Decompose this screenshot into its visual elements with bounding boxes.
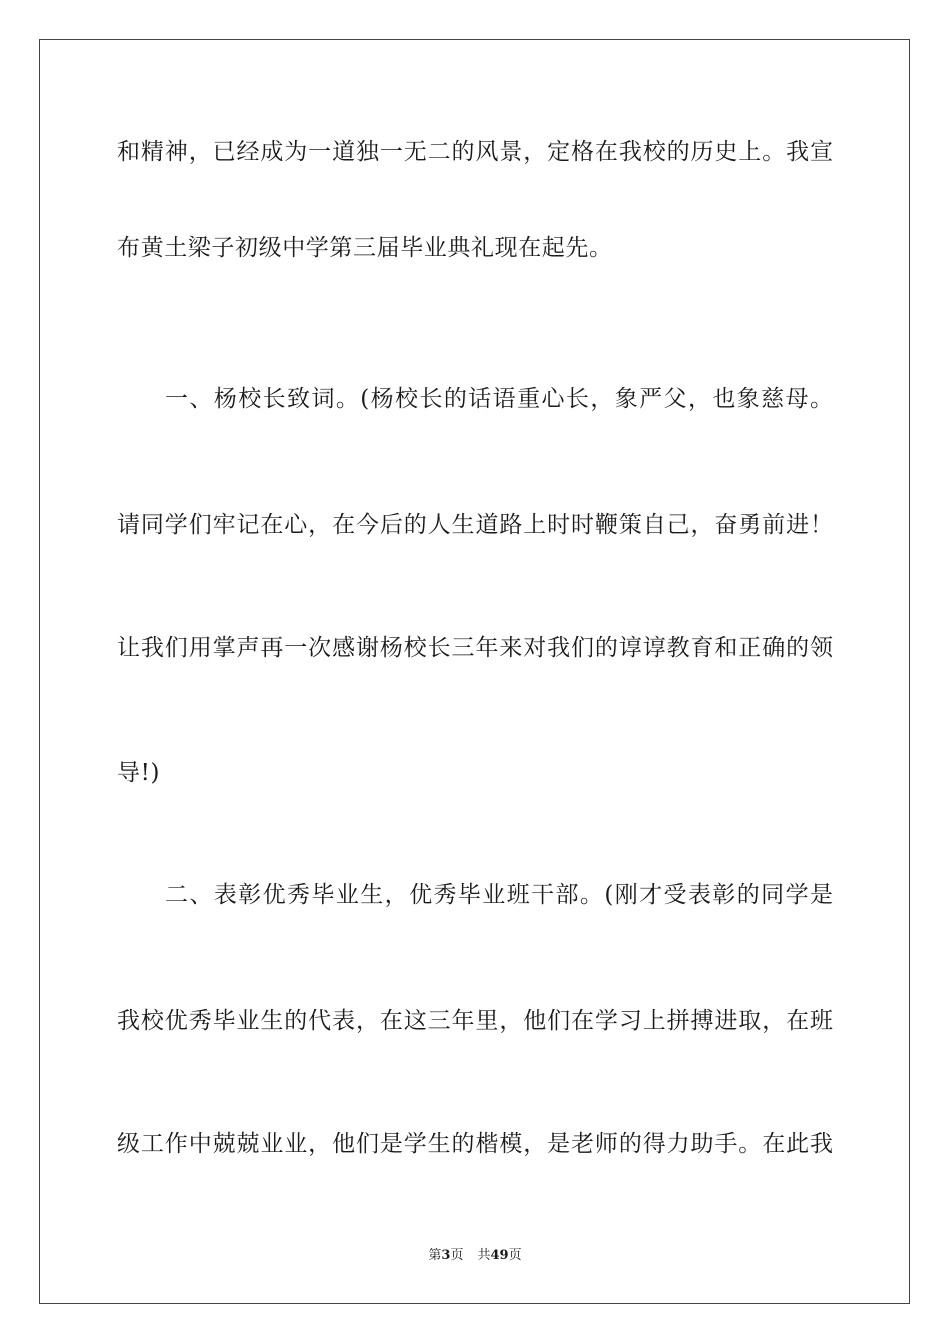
footer-page-current: 3 bbox=[441, 1248, 451, 1263]
body-line-3: 一、杨校长致词。(杨校长的话语重心长，象严父，也象慈母。 bbox=[165, 386, 833, 412]
body-line-8: 我校优秀毕业生的代表，在这三年里，他们在学习上拼搏进取，在班 bbox=[117, 1008, 833, 1034]
body-line-6: 导!) bbox=[117, 760, 161, 786]
footer-page-total: 49 bbox=[490, 1248, 509, 1263]
footer-page-suffix: 页 bbox=[450, 1248, 464, 1263]
body-line-5: 让我们用掌声再一次感谢杨校长三年来对我们的谆谆教育和正确的领 bbox=[117, 635, 833, 661]
footer-total-prefix: 共 bbox=[477, 1248, 491, 1263]
body-line-2: 布黄土梁子初级中学第三届毕业典礼现在起先。 bbox=[117, 235, 613, 261]
footer-total-suffix: 页 bbox=[508, 1248, 522, 1263]
page-border bbox=[39, 39, 910, 1304]
footer-page-prefix: 第 bbox=[428, 1248, 442, 1263]
body-line-7: 二、表彰优秀毕业生，优秀毕业班干部。(刚才受表彰的同学是 bbox=[165, 882, 833, 908]
page-footer bbox=[0, 1248, 950, 1264]
body-line-4: 请同学们牢记在心，在今后的人生道路上时时鞭策自己，奋勇前进！ bbox=[117, 512, 833, 538]
body-line-1: 和精神，已经成为一道独一无二的风景，定格在我校的历史上。我宣 bbox=[117, 139, 833, 165]
body-line-9: 级工作中兢兢业业，他们是学生的楷模，是老师的得力助手。在此我 bbox=[117, 1131, 833, 1157]
